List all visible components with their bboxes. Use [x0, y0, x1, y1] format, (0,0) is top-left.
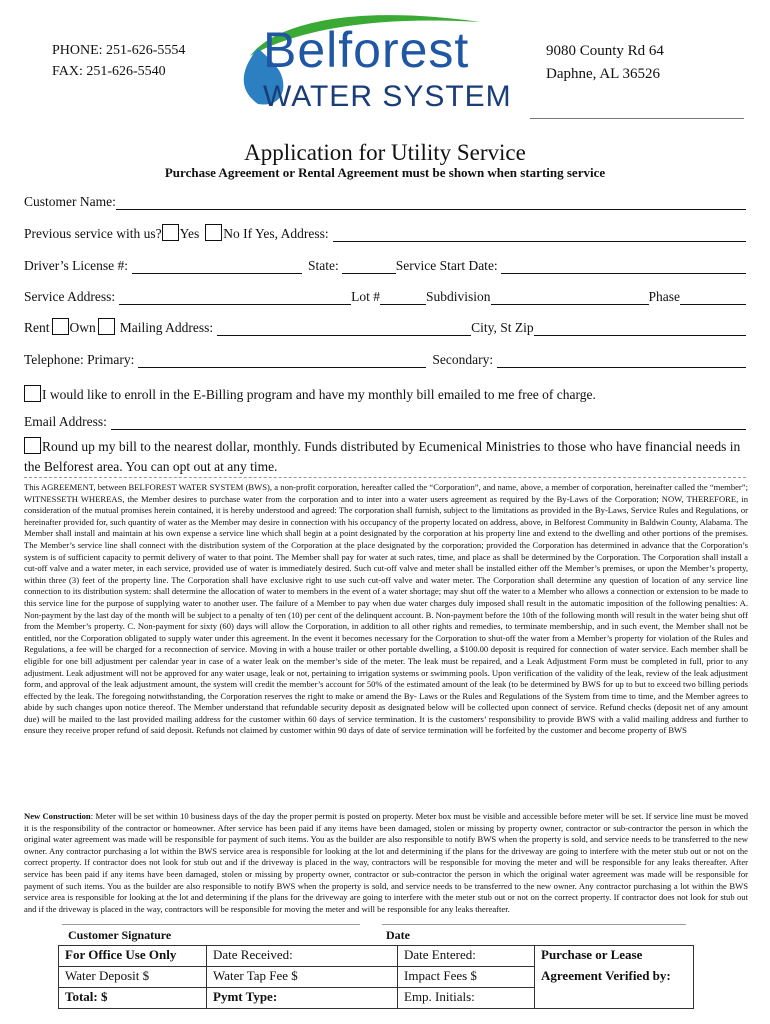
previous-service-row [24, 222, 746, 242]
date-received-cell: Date Received: [207, 946, 398, 967]
mailing-address-field[interactable] [217, 321, 471, 336]
water-tap-fee-cell: Water Tap Fee $ [207, 967, 398, 988]
header-rule [530, 118, 744, 119]
state-field[interactable] [342, 259, 396, 274]
new-construction-body: : Meter will be set within 10 business days of the day the proper permit is posted on property. Meter box must be visible and accessible before meter will be set. If service line must be moved it is the responsibility of the contractor or homeowner. After service has been paid if any items have been damaged, stolen or missing by property owner, contractor or sub-contractor the person in which the original water agreement was made will be responsible for payment of such items. You as the builder are also responsible to notify BWS when the property is sold, and service needs to be transferred to the new owner. Any contractor purchasing a lot within the BWS service area is responsible for looking at the lot and determining if the plans for the driveway are going to interfere with the meter stub out or not on the correct property. If contractor does not look for stub out and if the driveway is placed in the way, contractors will be responsible for moving the meter and will be responsible for any leaks thereafter. After service has been paid if any items have been damaged, stolen or missing by property owner, contractor or sub-contractor the person in which the original water agreement was made will be responsible for payment of such items. You as the builder are also responsible to notify BWS when the property is sold, and service needs to be transferred to the new owner. Any contractor purchasing a lot within the BWS service area is responsible for looking at the lot and determining if the plans for the driveway are going to interfere with the meter stub out or not on the correct property. If contractor does not look for stub out and if the driveway is placed in the way, contractors will be responsible for moving the meter and will be responsible for any leaks thereafter. [24, 811, 748, 914]
telephone-primary-label: Telephone: Primary: [24, 352, 135, 367]
customer-signature-label: Customer Signature [68, 928, 172, 942]
pymt-type-cell: Pymt Type: [207, 988, 398, 1009]
page-subtitle: Purchase Agreement or Rental Agreement must be shown when starting service [164, 165, 606, 180]
office-use-header: For Office Use Only [59, 946, 207, 967]
service-start-date-label: Service Start Date: [395, 258, 498, 273]
subdivision-field[interactable] [491, 290, 649, 305]
water-deposit-cell: Water Deposit $ [59, 967, 207, 988]
own-label: Own [69, 320, 96, 335]
customer-name-row [24, 190, 746, 210]
fax-number: FAX: 251-626-5540 [52, 64, 166, 79]
no-checkbox[interactable] [205, 224, 222, 241]
logo-name: Belforest [263, 22, 470, 78]
previous-address-field[interactable] [333, 227, 746, 242]
verified-by-signature-cell[interactable] [535, 988, 694, 1009]
email-field[interactable] [111, 415, 746, 430]
city-st-zip-label: City, St Zip [471, 320, 534, 335]
total-cell: Total: $ [59, 988, 207, 1009]
emp-initials-cell: Emp. Initials: [398, 988, 535, 1009]
new-construction-text [24, 811, 748, 915]
roundup-label-line-2: the Belforest area. You can opt out at any time. [24, 459, 278, 474]
address-line-1: 9080 County Rd 64 [546, 43, 664, 59]
phase-field[interactable] [680, 290, 746, 305]
service-address-row [24, 285, 746, 305]
roundup-row [24, 435, 746, 455]
email-label: Email Address: [24, 414, 107, 429]
telephone-row [24, 348, 746, 368]
own-checkbox[interactable] [98, 318, 115, 335]
impact-fees-cell: Impact Fees $ [398, 967, 535, 988]
date-entered-cell: Date Entered: [398, 946, 535, 967]
telephone-primary-field[interactable] [138, 353, 426, 368]
mailing-address-label: Mailing Address: [119, 320, 214, 335]
no-if-yes-address-label: No If Yes, Address: [223, 226, 329, 241]
service-address-label: Service Address: [24, 289, 116, 304]
roundup-label-line-1: Round up my bill to the nearest dollar, monthly. Funds distributed by Ecumenical Ministries to those who have financial needs in [42, 439, 741, 454]
drivers-license-label: Driver’s License #: [24, 258, 128, 273]
phone-number: PHONE: 251-626-5554 [52, 43, 186, 58]
rent-checkbox[interactable] [52, 318, 69, 335]
customer-name-field[interactable] [116, 195, 746, 210]
yes-checkbox[interactable] [162, 224, 179, 241]
signature-date-label: Date [386, 928, 410, 942]
roundup-row-2 [24, 455, 746, 475]
roundup-checkbox[interactable] [24, 437, 41, 454]
secondary-label: Secondary: [432, 352, 494, 367]
purchase-or-lease-cell: Purchase or Lease [535, 946, 694, 967]
mailing-address-row [24, 316, 746, 336]
previous-service-label: Previous service with us? [24, 226, 162, 241]
license-row [24, 254, 746, 274]
city-st-zip-field[interactable] [534, 321, 746, 336]
lot-field[interactable] [380, 290, 426, 305]
service-start-date-field[interactable] [501, 259, 746, 274]
subdivision-label: Subdivision [425, 289, 491, 304]
lot-label: Lot # [351, 289, 380, 304]
new-construction-label: New Construction [24, 811, 91, 821]
customer-name-label: Customer Name: [24, 194, 116, 209]
office-use-table [58, 945, 694, 1009]
address-line-2: Daphne, AL 36526 [546, 66, 661, 82]
customer-signature-line[interactable] [62, 924, 360, 925]
logo-subtitle: WATER SYSTEM [263, 80, 512, 113]
agreement-text: This AGREEMENT, between BELFOREST WATER SYSTEM (BWS), a non-profit corporation, hereafter called the “Corporation”, and name, above, a member of corporation, hereinafter called the “member”; WITNESSETH WHEREAS, the Member desires to purchase water from the corporation and to inter into a water users agreement as required by the By-Laws of the Corporation; NOW, THEREFORE, in consideration of the mutual promises herein contained, it is hereby understood and agreed: The corporation shall furnish, subject to the limitations as provided in the By-Laws, Service Rules and Regulations, or hereinafter provided for, such quantity of water as the Member may desire in connection with his occupancy of the property located on address, above, in Belforest Community in Baldwin County, Alabama. The Member shall install and maintain at his own expense a service line which shall begin at a point designated by the corporation at his property line and extend to the dwelling and other portions of the premises. The Member’s service line shall connect with the distribution system of the Corporation at the place designated by the corporation; provided the Corporation has determined in advance that the Corporation’s system is of sufficient capacity to permit delivery of water to that point. The Member shall pay for water at such rates, time, and place as shall be determined by the Corporation. The Corporation shall install a cut-off valve and a water meter, in each service, provided use of water is immediately desired. Such cut-off valve and meter shall be installed either off the Member’s premises, or upon the Member’s property, within three (3) feet of the property line. The Corporation shall have exclusive right to use such cut-off valve and water meter. The Corporation shall determine any question of location of any service line connection to its distribution system: shall determine the allocation of water to members in the event of a water shortage; may shut off the water to a Member who allows a connection or extension to be made to this service line for the purpose of supplying water to another user. The failure of a Member to pay when due water charges duly imposed shall result in the automatic imposition of the following penalties: A. Non-payment by the last day of the month will be subject to a penalty of ten (10) per cent of the delinquent account. B. Non-payment before the 10th of the following month will result in the water being shut off from the Member’s property. C. Non-payment for sixty (60) days will allow the Corporation, in addition to all other rights and remedies, to terminate membership, and in such event, the Member shall not be entitled, nor the Corporation obligated to supply water under this agreement. In the event it becomes necessary for the Corporation to shut-off the water from a Member’s property for violation of the Rules and Regulations, a fee will be charged for a reconnection of service. Moving in with a house trailer or other portable dwelling, a $100.00 deposit is required for connection of water service. Each member shall be eligible for one bill adjustment per calendar year in case of a water leak on the member’s side of the meter. The leak must be repaired, and a Leak Adjustment Form must be completed in full, prior to any adjustment. Leak adjustment will not be approved for any water usage, leak or not, pertaining to irrigation systems or swimming pools. Upon verification of the validity of the leak, review of the leak adjustment form, and approval of the leak adjustment amount, the system will credit the member’s account for 50% of the estimated amount of the leak (to be determined by BWS for up to but to exceed two billing periods effected by the leak. The foregoing notwithstanding, the Corporation reserves the right to make or amend the By- Laws or the Rules and Regulations of the System from time to time, and the Member agrees to abide by such changes upon notice thereof. The Member understand that refundable security deposit as designated below will be collected upon connect of service. Refund checks (deposit net of any amount due) will be mailed to the last provided mailing address for the customer within 60 days of service termination. It is the customers’ responsibility to provide BWS with a valid mailing address and further to ensure they receive proper refund of said deposit. Refunds not claimed by customer within 90 days of date of service termination will be forfeited by the customer and become property of BWS [24, 482, 748, 736]
section-divider [24, 477, 746, 478]
date-line[interactable] [382, 924, 686, 925]
drivers-license-field[interactable] [132, 259, 302, 274]
ebilling-checkbox[interactable] [24, 385, 41, 402]
phase-label: Phase [648, 289, 680, 304]
state-label: State: [307, 258, 339, 273]
email-row [24, 410, 746, 430]
ebilling-row [24, 383, 746, 403]
rent-label: Rent [24, 320, 50, 335]
ebilling-label: I would like to enroll in the E-Billing program and have my monthly bill emailed to me free of charge. [42, 387, 596, 402]
agreement-verified-cell: Agreement Verified by: [535, 967, 694, 988]
yes-label: Yes [179, 226, 200, 241]
service-address-field[interactable] [119, 290, 351, 305]
page-title: Application for Utility Service [244, 140, 526, 165]
telephone-secondary-field[interactable] [497, 353, 746, 368]
